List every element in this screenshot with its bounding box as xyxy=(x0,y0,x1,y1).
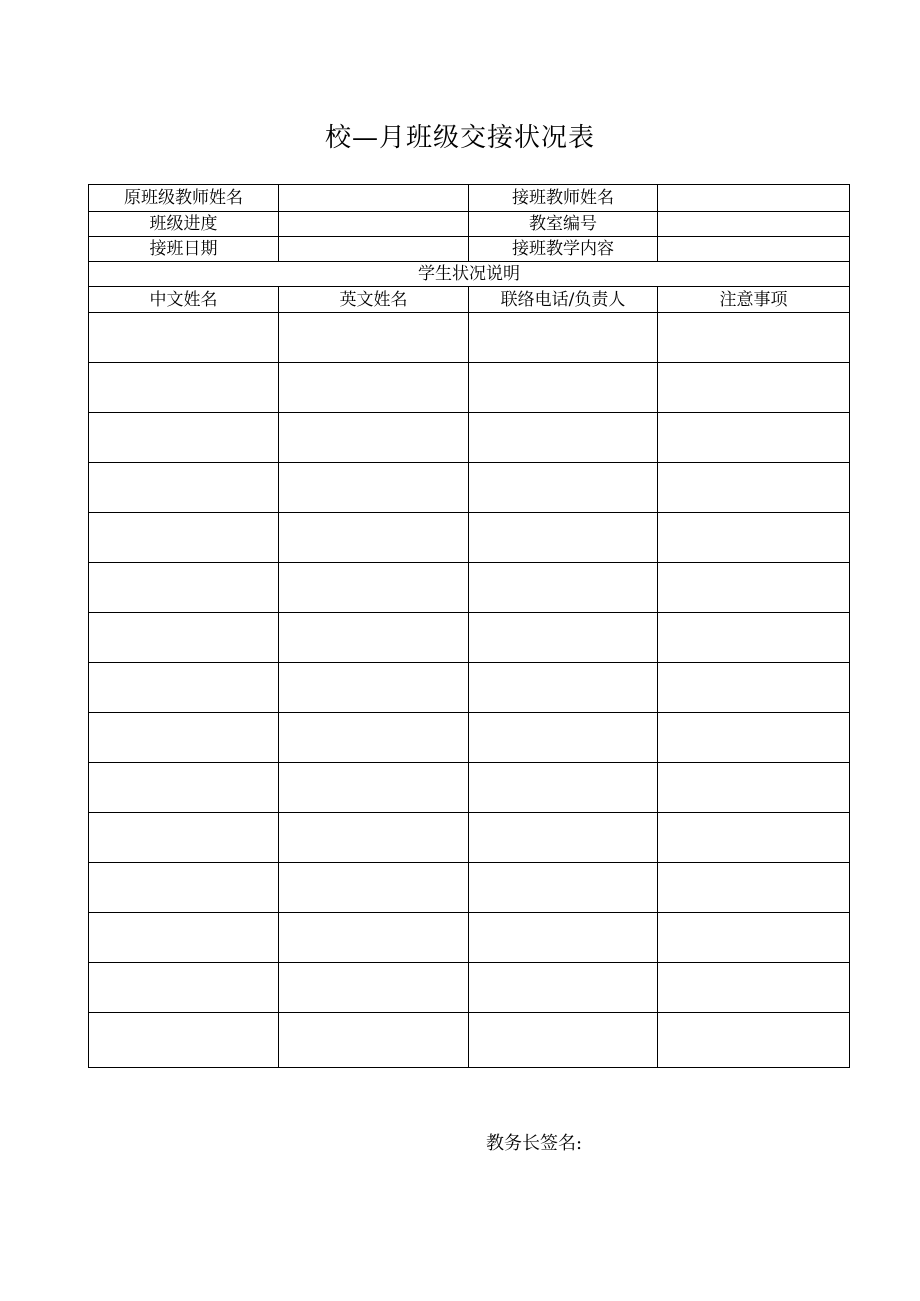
value-handover-date[interactable] xyxy=(279,237,469,262)
cell-english-name[interactable] xyxy=(279,863,469,913)
cell-notes[interactable] xyxy=(658,463,850,513)
cell-chinese-name[interactable] xyxy=(89,663,279,713)
cell-chinese-name[interactable] xyxy=(89,913,279,963)
cell-english-name[interactable] xyxy=(279,1013,469,1068)
column-header-contact-phone: 联络电话/负责人 xyxy=(469,287,658,313)
table-row xyxy=(89,763,850,813)
value-receiving-teacher-name[interactable] xyxy=(658,185,850,212)
table-row xyxy=(89,363,850,413)
info-row-original-teacher xyxy=(89,185,850,212)
cell-chinese-name[interactable] xyxy=(89,513,279,563)
cell-notes[interactable] xyxy=(658,813,850,863)
table-row xyxy=(89,1013,850,1068)
cell-notes[interactable] xyxy=(658,763,850,813)
table-row xyxy=(89,413,850,463)
cell-english-name[interactable] xyxy=(279,613,469,663)
cell-english-name[interactable] xyxy=(279,513,469,563)
cell-chinese-name[interactable] xyxy=(89,713,279,763)
cell-notes[interactable] xyxy=(658,663,850,713)
label-classroom-number: 教室编号 xyxy=(469,212,658,237)
info-row-class-progress xyxy=(89,212,850,237)
cell-contact-phone[interactable] xyxy=(469,363,658,413)
cell-english-name[interactable] xyxy=(279,463,469,513)
section-row-student-status xyxy=(89,262,850,287)
cell-contact-phone[interactable] xyxy=(469,813,658,863)
cell-contact-phone[interactable] xyxy=(469,613,658,663)
cell-chinese-name[interactable] xyxy=(89,863,279,913)
cell-chinese-name[interactable] xyxy=(89,363,279,413)
cell-contact-phone[interactable] xyxy=(469,713,658,763)
table-row xyxy=(89,863,850,913)
dean-signature-label: 教务长签名: xyxy=(486,1133,583,1154)
cell-english-name[interactable] xyxy=(279,663,469,713)
cell-notes[interactable] xyxy=(658,613,850,663)
student-rows xyxy=(89,313,850,1068)
cell-notes[interactable] xyxy=(658,413,850,463)
cell-contact-phone[interactable] xyxy=(469,313,658,363)
cell-contact-phone[interactable] xyxy=(469,863,658,913)
table-row xyxy=(89,663,850,713)
table-row xyxy=(89,563,850,613)
cell-chinese-name[interactable] xyxy=(89,1013,279,1068)
cell-notes[interactable] xyxy=(658,963,850,1013)
cell-notes[interactable] xyxy=(658,563,850,613)
table-row xyxy=(89,813,850,863)
table-row xyxy=(89,713,850,763)
table-row xyxy=(89,963,850,1013)
cell-contact-phone[interactable] xyxy=(469,1013,658,1068)
cell-contact-phone[interactable] xyxy=(469,763,658,813)
cell-contact-phone[interactable] xyxy=(469,563,658,613)
label-handover-date: 接班日期 xyxy=(89,237,279,262)
cell-contact-phone[interactable] xyxy=(469,663,658,713)
cell-notes[interactable] xyxy=(658,713,850,763)
cell-contact-phone[interactable] xyxy=(469,963,658,1013)
cell-chinese-name[interactable] xyxy=(89,413,279,463)
cell-contact-phone[interactable] xyxy=(469,513,658,563)
table-row xyxy=(89,513,850,563)
column-header-notes: 注意事项 xyxy=(658,287,850,313)
cell-english-name[interactable] xyxy=(279,813,469,863)
column-header-english-name: 英文姓名 xyxy=(279,287,469,313)
section-title-student-status: 学生状况说明 xyxy=(89,262,850,287)
page-title: 校—月班级交接状况表 xyxy=(324,123,595,153)
cell-notes[interactable] xyxy=(658,363,850,413)
cell-notes[interactable] xyxy=(658,1013,850,1068)
cell-english-name[interactable] xyxy=(279,713,469,763)
label-original-teacher-name: 原班级教师姓名 xyxy=(89,185,279,212)
cell-english-name[interactable] xyxy=(279,313,469,363)
cell-contact-phone[interactable] xyxy=(469,913,658,963)
label-handover-teaching-content: 接班教学内容 xyxy=(469,237,658,262)
cell-chinese-name[interactable] xyxy=(89,313,279,363)
label-class-progress: 班级进度 xyxy=(89,212,279,237)
table-row xyxy=(89,613,850,663)
value-class-progress[interactable] xyxy=(279,212,469,237)
cell-english-name[interactable] xyxy=(279,913,469,963)
value-handover-teaching-content[interactable] xyxy=(658,237,850,262)
cell-english-name[interactable] xyxy=(279,763,469,813)
cell-english-name[interactable] xyxy=(279,363,469,413)
value-classroom-number[interactable] xyxy=(658,212,850,237)
column-header-chinese-name: 中文姓名 xyxy=(89,287,279,313)
cell-chinese-name[interactable] xyxy=(89,763,279,813)
cell-chinese-name[interactable] xyxy=(89,463,279,513)
handover-form-table xyxy=(88,184,850,1068)
cell-chinese-name[interactable] xyxy=(89,613,279,663)
cell-notes[interactable] xyxy=(658,863,850,913)
cell-notes[interactable] xyxy=(658,513,850,563)
cell-english-name[interactable] xyxy=(279,963,469,1013)
cell-chinese-name[interactable] xyxy=(89,813,279,863)
cell-notes[interactable] xyxy=(658,913,850,963)
label-receiving-teacher-name: 接班教师姓名 xyxy=(469,185,658,212)
cell-chinese-name[interactable] xyxy=(89,563,279,613)
value-original-teacher-name[interactable] xyxy=(279,185,469,212)
cell-notes[interactable] xyxy=(658,313,850,363)
table-row xyxy=(89,313,850,363)
cell-contact-phone[interactable] xyxy=(469,463,658,513)
table-row xyxy=(89,913,850,963)
table-row xyxy=(89,463,850,513)
cell-english-name[interactable] xyxy=(279,563,469,613)
cell-contact-phone[interactable] xyxy=(469,413,658,463)
table-header-row xyxy=(89,287,850,313)
cell-chinese-name[interactable] xyxy=(89,963,279,1013)
info-row-handover-date xyxy=(89,237,850,262)
cell-english-name[interactable] xyxy=(279,413,469,463)
